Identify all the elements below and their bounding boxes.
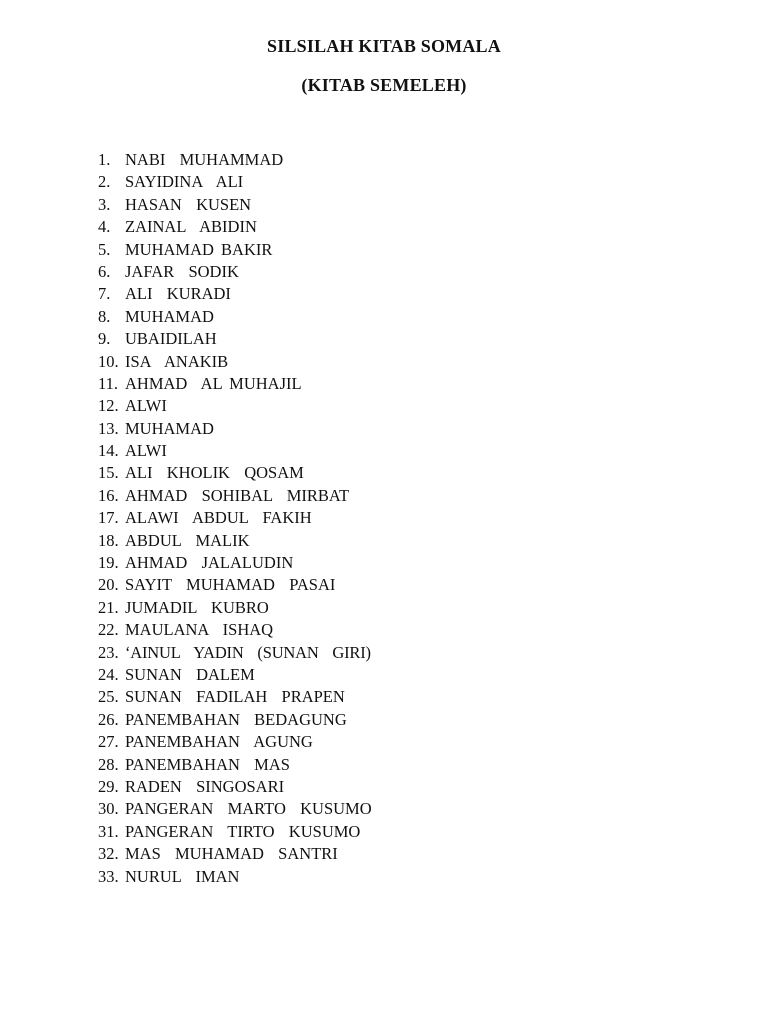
item-name: NURUL IMAN <box>125 866 240 886</box>
list-item <box>98 754 372 776</box>
list-item <box>98 395 372 417</box>
item-number: 24. <box>98 664 119 684</box>
list-item <box>98 306 372 328</box>
item-number: 21. <box>98 597 119 617</box>
list-item <box>98 485 372 507</box>
list-item <box>98 798 372 820</box>
item-name: SUNAN FADILAH PRAPEN <box>125 687 345 707</box>
item-name: ALAWI ABDUL FAKIH <box>125 508 312 528</box>
list-item <box>98 619 372 641</box>
list-item <box>98 239 372 261</box>
list-item <box>98 664 372 686</box>
item-name: ABDUL MALIK <box>125 530 250 550</box>
item-name: AHMAD JALALUDIN <box>125 553 294 573</box>
list-item <box>98 351 372 373</box>
item-number: 30. <box>98 799 119 819</box>
item-name: ALI KHOLIK QOSAM <box>125 463 304 483</box>
item-number: 29. <box>98 776 119 796</box>
item-number: 2. <box>98 172 111 192</box>
item-number: 23. <box>98 642 119 662</box>
item-number: 9. <box>98 329 111 349</box>
item-number: 32. <box>98 844 119 864</box>
item-name: SAYIT MUHAMAD PASAI <box>125 575 336 595</box>
item-number: 33. <box>98 866 119 886</box>
item-number: 4. <box>98 217 111 237</box>
item-number: 10. <box>98 351 119 371</box>
item-name: MUHAMAD <box>125 418 214 438</box>
item-number: 17. <box>98 508 119 528</box>
item-name: MUHAMAD BAKIR <box>125 239 273 259</box>
item-number: 7. <box>98 284 111 304</box>
item-name: MUHAMAD <box>125 306 214 326</box>
item-number: 16. <box>98 485 119 505</box>
item-number: 8. <box>98 306 111 326</box>
item-number: 19. <box>98 553 119 573</box>
item-number: 28. <box>98 754 119 774</box>
list-item <box>98 776 372 798</box>
item-number: 15. <box>98 463 119 483</box>
item-number: 6. <box>98 261 111 281</box>
list-item <box>98 821 372 843</box>
item-number: 12. <box>98 396 119 416</box>
item-number: 3. <box>98 194 111 214</box>
list-item <box>98 843 372 865</box>
document-subtitle: (KITAB SEMELEH) <box>301 75 467 95</box>
item-name: PANEMBAHAN MAS <box>125 754 290 774</box>
list-item <box>98 574 372 596</box>
list-item <box>98 530 372 552</box>
item-name: ALI KURADI <box>125 284 231 304</box>
item-name: MAS MUHAMAD SANTRI <box>125 844 338 864</box>
list-item <box>98 261 372 283</box>
item-name: JUMADIL KUBRO <box>125 597 269 617</box>
item-name: RADEN SINGOSARI <box>125 776 285 796</box>
item-name: ZAINAL ABIDIN <box>125 217 257 237</box>
list-item <box>98 642 372 664</box>
item-name: HASAN KUSEN <box>125 194 252 214</box>
list-item <box>98 507 372 529</box>
item-name: NABI MUHAMMAD <box>125 150 284 169</box>
item-name: AHMAD SOHIBAL MIRBAT <box>125 485 350 505</box>
list-item <box>98 149 372 171</box>
item-number: 5. <box>98 239 111 259</box>
list-item <box>98 866 372 888</box>
item-number: 18. <box>98 530 119 550</box>
list-item <box>98 171 372 193</box>
item-number: 25. <box>98 687 119 707</box>
item-name: PANEMBAHAN BEDAGUNG <box>125 709 347 729</box>
list-item <box>98 194 372 216</box>
list-item <box>98 216 372 238</box>
item-number: 13. <box>98 418 119 438</box>
item-number: 22. <box>98 620 119 640</box>
item-name: MAULANA ISHAQ <box>125 620 274 640</box>
item-number: 26. <box>98 709 119 729</box>
item-name: PANGERAN TIRTO KUSUMO <box>125 821 361 841</box>
item-name: JAFAR SODIK <box>125 261 239 281</box>
item-number: 20. <box>98 575 119 595</box>
list-item <box>98 328 372 350</box>
list-item <box>98 462 372 484</box>
item-name: ‘AINUL YADIN (SUNAN GIRI) <box>125 642 371 662</box>
item-name: PANGERAN MARTO KUSUMO <box>125 799 372 819</box>
document-title: SILSILAH KITAB SOMALA <box>267 36 501 56</box>
list-item <box>98 373 372 395</box>
item-name: UBAIDILAH <box>125 329 217 349</box>
lineage-list <box>98 149 372 888</box>
list-item <box>98 418 372 440</box>
list-item <box>98 709 372 731</box>
list-item <box>98 686 372 708</box>
item-name: PANEMBAHAN AGUNG <box>125 732 313 752</box>
item-name: SUNAN DALEM <box>125 664 255 684</box>
item-number: 14. <box>98 441 119 461</box>
list-item <box>98 283 372 305</box>
item-number: 1. <box>98 150 111 169</box>
item-number: 11. <box>98 373 119 393</box>
item-name: ALWI <box>125 396 167 416</box>
item-number: 31. <box>98 821 119 841</box>
list-item <box>98 597 372 619</box>
item-name: AHMAD AL MUHAJIL <box>125 373 302 393</box>
list-item <box>98 731 372 753</box>
list-item <box>98 440 372 462</box>
item-name: ISA ANAKIB <box>125 351 229 371</box>
list-item <box>98 552 372 574</box>
item-name: SAYIDINA ALI <box>125 172 244 192</box>
item-name: ALWI <box>125 441 167 461</box>
item-number: 27. <box>98 732 119 752</box>
